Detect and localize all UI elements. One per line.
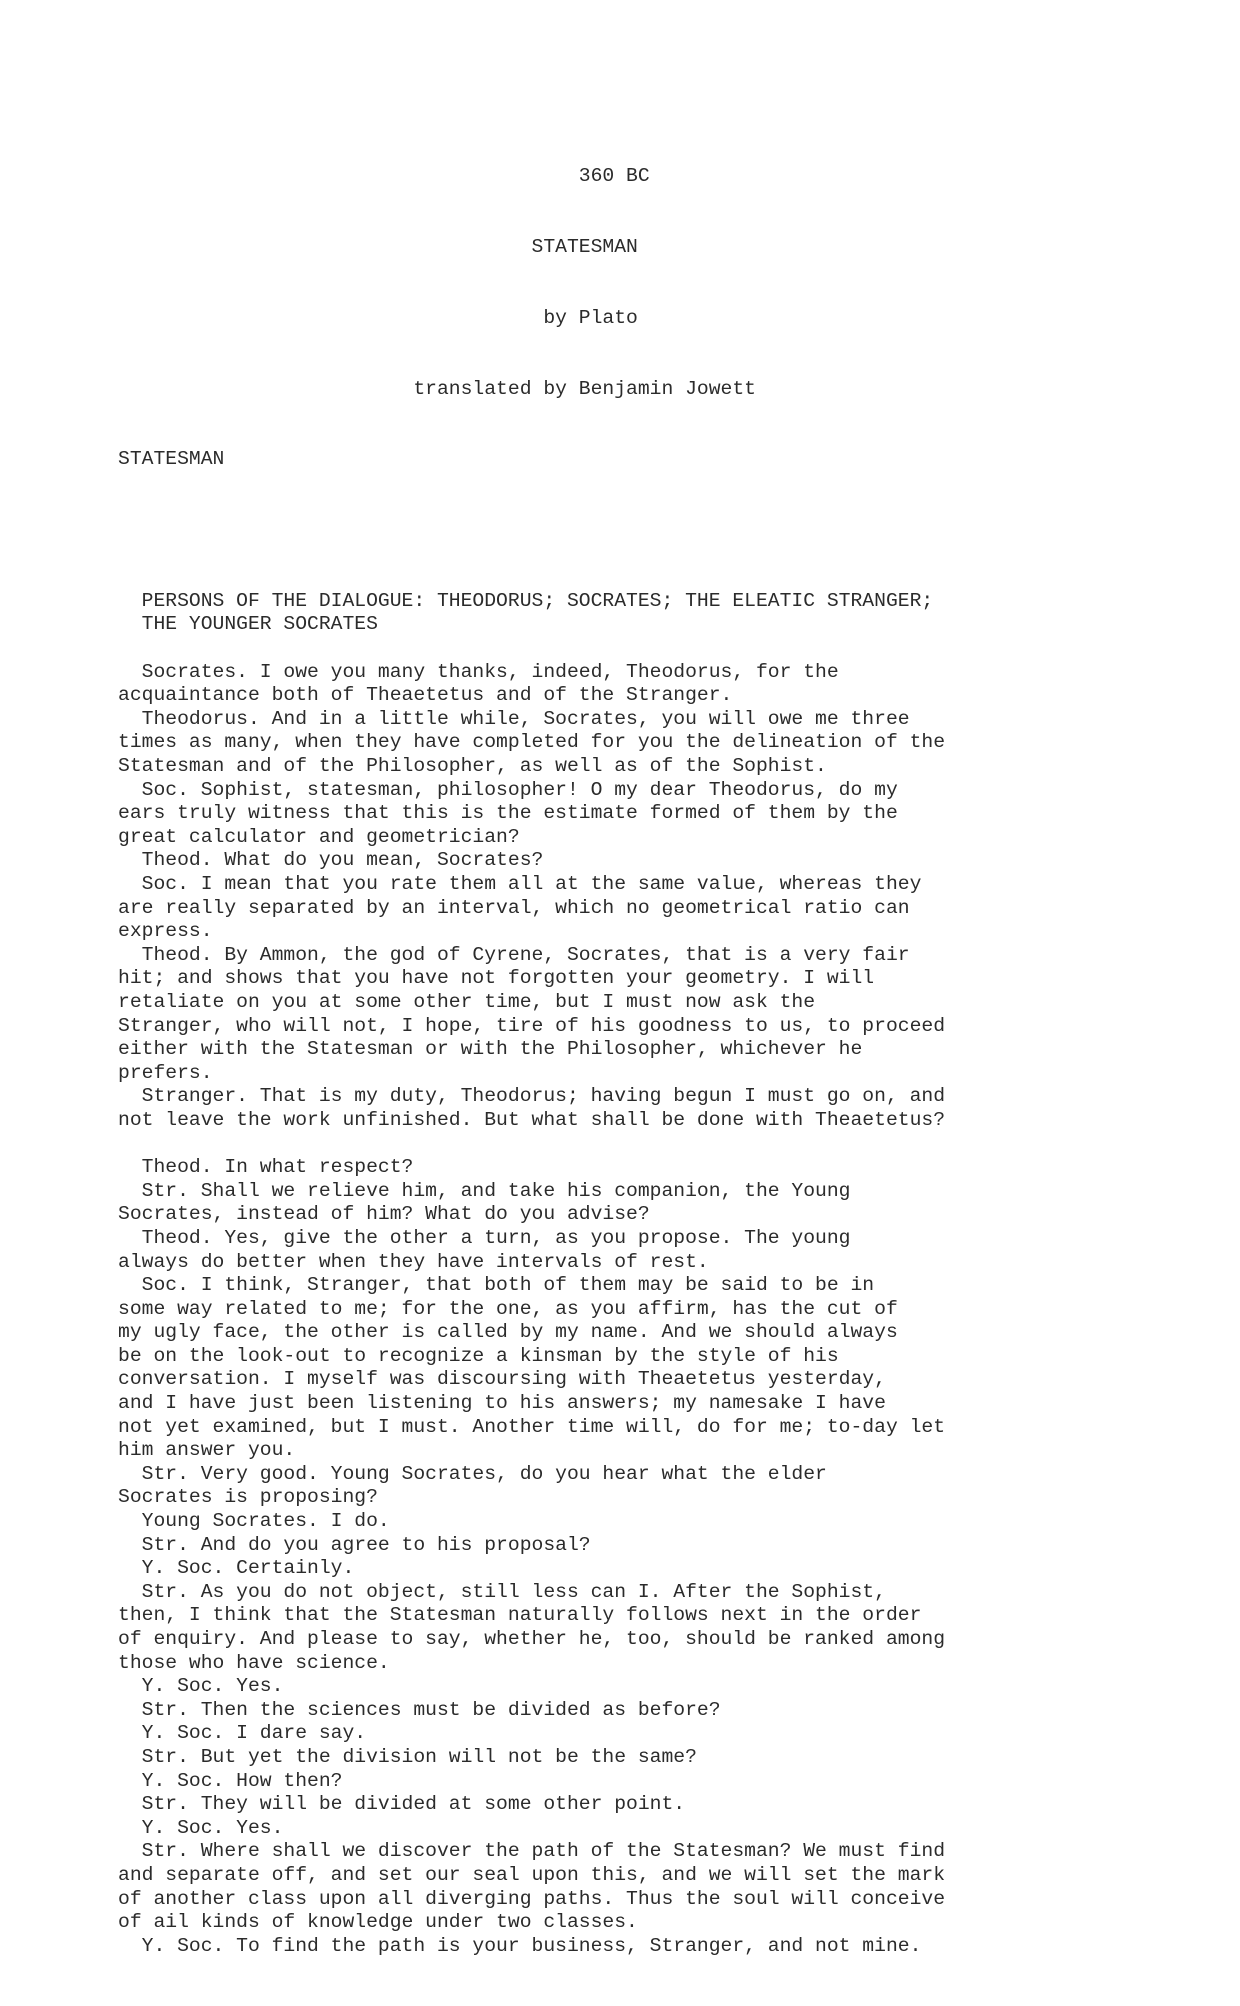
text-line: Y. Soc. Yes. [118,1675,284,1698]
text-line: some way related to me; for the one, as you affirm, has the cut of [118,1297,898,1320]
text-line: Str. Very good. Young Socrates, do you hear what the elder [118,1462,827,1485]
text-line: Y. Soc. I dare say. [118,1722,367,1745]
text-line: of another class upon all diverging paths. Thus the soul will conceive [118,1887,946,1910]
text-line: Y. Soc. To find the path is your business, Stranger, and not mine. [118,1934,922,1957]
dialogue-body [118,590,1118,1958]
header-title: STATESMAN [118,235,638,258]
text-line: Young Socrates. I do. [118,1510,390,1533]
text-line: Theodorus. And in a little while, Socrates, you will owe me three [118,707,910,730]
text-line: Stranger. That is my duty, Theodorus; having begun I must go on, and [118,1085,946,1108]
text-line: express. [118,920,213,943]
text-line: conversation. I myself was discoursing with Theaetetus yesterday, [118,1368,886,1391]
text-line: Theod. Yes, give the other a turn, as you propose. The young [118,1226,851,1249]
text-line: retaliate on you at some other time, but I must now ask the [118,990,816,1013]
text-line: Str. Shall we relieve him, and take his companion, the Young [118,1179,851,1202]
text-line: PERSONS OF THE DIALOGUE: THEODORUS; SOCRATES; THE ELEATIC STRANGER; [118,589,934,612]
text-line: not leave the work unfinished. But what shall be done with Theaetetus? [118,1108,946,1131]
text-line: great calculator and geometrician? [118,825,520,848]
text-line: Str. They will be divided at some other point. [118,1793,686,1816]
text-line: be on the look-out to recognize a kinsman by the style of his [118,1344,839,1367]
text-line: Stranger, who will not, I hope, tire of his goodness to us, to proceed [118,1014,946,1037]
text-line: Str. But yet the division will not be the same? [118,1745,697,1768]
header-translator: translated by Benjamin Jowett [118,377,756,400]
text-line: Y. Soc. Certainly. [118,1557,355,1580]
text-line: Str. Where shall we discover the path of the Statesman? We must find [118,1840,946,1863]
text-line: and separate off, and set our seal upon this, and we will set the mark [118,1863,946,1886]
blank-line [118,1133,1118,1157]
text-line: him answer you. [118,1439,296,1462]
text-line: Str. Then the sciences must be divided as before? [118,1698,721,1721]
text-line: THE YOUNGER SOCRATES [118,613,378,636]
text-line: Theod. What do you mean, Socrates? [118,849,544,872]
text-line: always do better when they have intervals of rest. [118,1250,709,1273]
text-line: Theod. In what respect? [118,1156,414,1179]
text-line: are really separated by an interval, which no geometrical ratio can [118,896,910,919]
blank-line [118,519,1118,543]
text-line: ears truly witness that this is the estimate formed of them by the [118,802,898,825]
text-line: Socrates. I owe you many thanks, indeed, Theodorus, for the [118,660,839,683]
header-author: by Plato [118,306,638,329]
text-line: of enquiry. And please to say, whether he, too, should be ranked among [118,1628,946,1650]
section-title: STATESMAN [118,448,225,471]
text-line: Soc. Sophist, statesman, philosopher! O my dear Theodorus, do my [118,778,898,801]
text-line: Str. And do you agree to his proposal? [118,1533,591,1556]
text-line: acquaintance both of Theaetetus and of the Stranger. [118,684,733,707]
text-line: times as many, when they have completed for you the delineation of the [118,731,946,754]
text-line: of ail kinds of knowledge under two classes. [118,1911,638,1934]
text-line: Str. As you do not object, still less can I. After the Sophist, [118,1580,886,1603]
text-line: those who have science. [118,1651,390,1674]
text-line: and I have just been listening to his answers; my namesake I have [118,1392,886,1415]
text-line: Soc. I mean that you rate them all at the same value, whereas they [118,873,922,895]
blank-line [118,637,1118,661]
text-line: Statesman and of the Philosopher, as well as of the Sophist. [118,755,827,778]
text-line: Y. Soc. Yes. [118,1816,284,1839]
text-line: hit; and shows that you have not forgotten your geometry. I will [118,967,875,990]
text-line: either with the Statesman or with the Philosopher, whichever he [118,1038,863,1061]
text-line: Socrates is proposing? [118,1486,378,1509]
text-line: Theod. By Ammon, the god of Cyrene, Socrates, that is a very fair [118,943,910,966]
header-date: 360 BC [118,165,650,188]
text-line: not yet examined, but I must. Another time will, do for me; to-day let [118,1415,946,1438]
document-text [118,118,1118,2006]
text-line: Y. Soc. How then? [118,1769,343,1792]
text-line: Socrates, instead of him? What do you advise? [118,1203,650,1226]
text-line: prefers. [118,1061,213,1084]
text-line: my ugly face, the other is called by my name. And we should always [118,1321,898,1344]
text-line: Soc. I think, Stranger, that both of them may be said to be in [118,1274,875,1297]
text-line: then, I think that the Statesman naturally follows next in the order [118,1604,922,1627]
